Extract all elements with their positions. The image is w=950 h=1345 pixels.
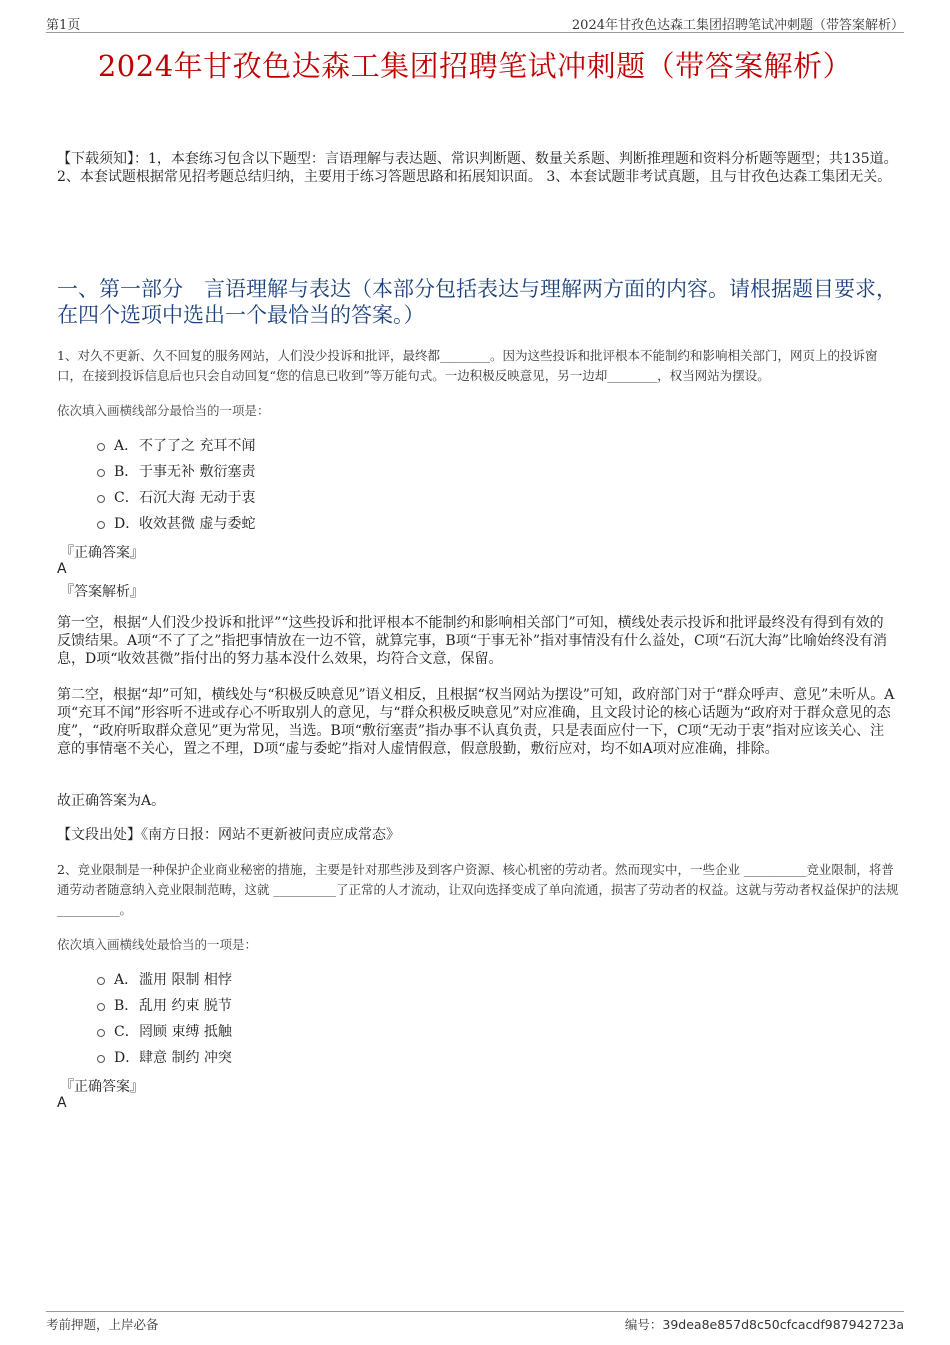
question-2-options — [97, 966, 232, 1070]
analysis-paragraph-1: 第一空，根据“人们没少投诉和批评”“这些投诉和批评根本不能制约和影响相关部门”可知，横线处表示投诉和批评最终没有得到有效的反馈结果。A项“不了了之”指把事情放在一边不管，就算完事，B项“于事无补”指对事情没有什么益处，C项“石沉大海”比喻始终没有消息，D项“收效甚微”指付出的努力基本没什么效果，均符合文意，保留。 — [57, 615, 888, 667]
question-1-options — [97, 432, 255, 536]
page-number: 第1页 — [46, 18, 81, 33]
answer-value: A — [57, 1095, 67, 1111]
section-heading: 一、第一部分 言语理解与表达（本部分包括表达与理解两方面的内容。请根据题目要求，在四个选项中选出一个最恰当的答案。） — [57, 277, 897, 327]
question-1-hint: 依次填入画横线部分最恰当的一项是： — [57, 403, 270, 418]
question-1-option-a[interactable]: A． 不了了之 充耳不闻 — [97, 432, 255, 458]
page-footer — [46, 1311, 904, 1334]
radio-icon[interactable] — [97, 469, 105, 477]
analysis-paragraph-2: 第二空，根据“却”可知，横线处与“积极反映意见”语义相反，且根据“权当网站为摆设”可知，政府部门对于“群众呼声、意见”未听从。A项“充耳不闻”形容听不进或存心不听取别人的意见，与“群众积极反映意见”对应准确，且文段讨论的核心话题为“政府对于群众意见的态度”，“政府听取群众意见”更为常见，当选。B项“敷衍塞责”指办事不认真负责，只是表面应付一下，C项“无动于衷”指对应该关心、注意的事情毫不关心，置之不理，D项“虚与委蛇”指对人虚情假意，假意殷勤，敷衍应对，均不如A项对应准确，排除。 — [57, 687, 895, 757]
question-1-option-b[interactable]: B． 于事无补 敷衍塞责 — [97, 458, 255, 484]
analysis-label: 『答案解析』 — [60, 584, 144, 600]
text-source: 【文段出处】《南方日报：网站不更新被问责应成常态》 — [57, 827, 400, 843]
question-2-option-a[interactable]: A． 滥用 限制 相悖 — [97, 966, 232, 992]
question-1-stem: 1、对久不更新、久不回复的服务网站，人们没少投诉和批评，最终都________。因为这些投诉和批评根本不能制约和影响相关部门，网页上的投诉窗口，在接到投诉信息后也只会自动回复“您的信息已收到”等万能句式。一边积极反映意见，另一边却________，权当网站为摆设。 — [57, 348, 878, 383]
radio-icon[interactable] — [97, 1003, 105, 1011]
question-1-option-d[interactable]: D． 收效甚微 虚与委蛇 — [97, 510, 255, 536]
question-2-hint: 依次填入画横线处最恰当的一项是： — [57, 937, 258, 952]
page-header — [46, 12, 904, 33]
question-2-option-b[interactable]: B． 乱用 约束 脱节 — [97, 992, 232, 1018]
question-2-stem: 2、竞业限制是一种保护企业商业秘密的措施，主要是针对那些涉及到客户资源、核心机密的劳动者。然而现实中，一些企业 __________竞业限制，将普通劳动者随意纳入竞业限制范畴，这就 __________了正常的人才流动，让双向选择变成了单向流通，损害了劳动者的权益。这就与劳动者权益保护的法规 __________。 — [57, 862, 899, 917]
question-2-option-d[interactable]: D． 肆意 制约 冲突 — [97, 1044, 232, 1070]
footer-code: 编号：39dea8e857d8c50cfcacdf987942723a — [624, 1317, 904, 1332]
answer-label: 『正确答案』 — [60, 1079, 144, 1095]
answer-label: 『正确答案』 — [60, 545, 144, 561]
footer-slogan: 考前押题，上岸必备 — [46, 1317, 159, 1332]
radio-icon[interactable] — [97, 521, 105, 529]
radio-icon[interactable] — [97, 1029, 105, 1037]
analysis-conclusion: 故正确答案为A。 — [57, 793, 166, 809]
radio-icon[interactable] — [97, 977, 105, 985]
header-doc-title: 2024年甘孜色达森工集团招聘笔试冲刺题（带答案解析） — [571, 18, 904, 33]
download-notice: 【下载须知】：1，本套练习包含以下题型：言语理解与表达题、常识判断题、数量关系题、判断推理题和资料分析题等题型；共135道。 2、本套试题根据常见招考题总结归纳，主要用于练习答题思路和拓展知识面。 3、本套试题非考试真题，且与甘孜色达森工集团无关。 — [57, 151, 898, 185]
answer-value: A — [57, 561, 67, 577]
question-2-option-c[interactable]: C． 罔顾 束缚 抵触 — [97, 1018, 232, 1044]
radio-icon[interactable] — [97, 1055, 105, 1063]
radio-icon[interactable] — [97, 495, 105, 503]
document-title: 2024年甘孜色达森工集团招聘笔试冲刺题（带答案解析） — [97, 49, 853, 83]
question-1-option-c[interactable]: C． 石沉大海 无动于衷 — [97, 484, 255, 510]
radio-icon[interactable] — [97, 443, 105, 451]
